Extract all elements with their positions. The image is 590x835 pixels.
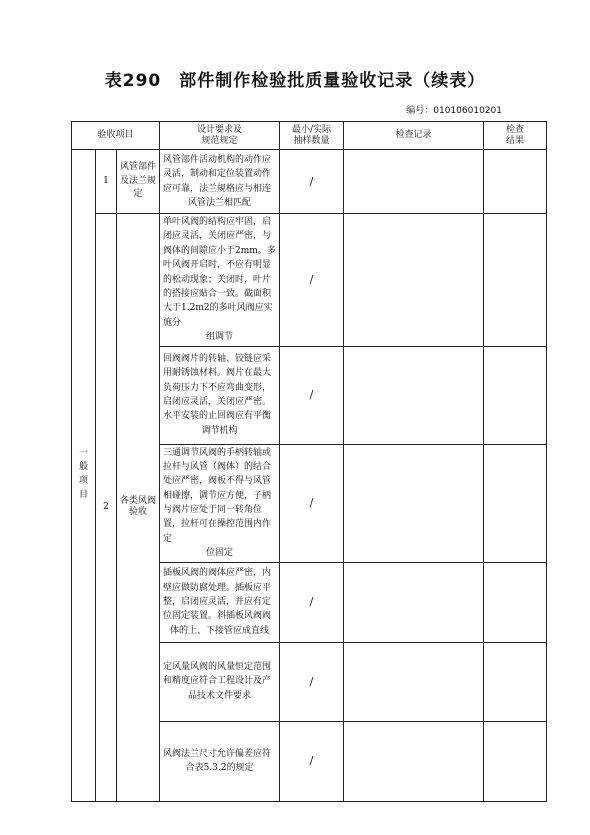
requirement-cell: 定风量风阀的风量恒定范围和精度应符合工程设计及产 品技术文件要求 [160, 642, 280, 721]
title-main: 部件制作检验批质量验收记录（续表） [179, 71, 486, 91]
header-record: 检查记录 [344, 122, 484, 150]
sample-count: / [280, 214, 344, 347]
sample-count: / [280, 150, 344, 214]
sample-count: / [280, 346, 344, 444]
record-cell [344, 346, 484, 444]
result-cell [484, 721, 547, 801]
record-number-label: 编号： [406, 106, 434, 116]
sample-count: / [280, 444, 344, 562]
item-name: 各类风阀验收 [117, 214, 160, 802]
requirement-cell: 风阀法兰尺寸允许偏差应符 合表5.3.2的规定 [160, 721, 280, 801]
header-result: 检查 结果 [484, 122, 547, 150]
result-cell [484, 346, 547, 444]
header-requirement: 设计要求及 规范规定 [160, 122, 280, 150]
result-cell [484, 562, 547, 642]
record-number-value: 010106010201 [433, 106, 502, 116]
page-title [0, 66, 590, 91]
result-cell [484, 150, 547, 214]
result-cell [484, 642, 547, 721]
sample-count: / [280, 642, 344, 721]
record-cell [344, 562, 484, 642]
result-cell [484, 214, 547, 347]
record-cell [344, 642, 484, 721]
row-number: 1 [96, 150, 117, 214]
category-general: 一 般 项 目 [72, 150, 96, 802]
record-number [406, 103, 502, 116]
result-cell [484, 444, 547, 562]
requirement-cell: 风管部件活动机构的动作应灵活，制动和定位装置动作应可靠，法兰规格应与相连 风管法兰相匹配 [160, 150, 280, 214]
requirement-cell: 单叶风阀的结构应牢固，启闭应灵活，关闭应严密，与阀体的间隙应小于2mm。多叶风阀开启时，不应有明显的松动现象；关闭时，叶片的搭接应贴合一致。截面积大于1.2m2的多叶风阀应实施分 组调节 [160, 214, 280, 347]
requirement-cell: 插板风阀的阀体应严密，内壁应做防腐处理。插板应平整，启闭应灵活，并应有定位固定装置。斜插板风阀阀 体的上、下接管应成直线 [160, 562, 280, 642]
record-cell [344, 214, 484, 347]
table-row [72, 150, 547, 214]
requirement-cell: 三通调节风阀的手柄转轴或拉杆与风管（阀体）的结合处应严密，阀板不得与风管相碰擦，调节应方便，子柄与阀片应处于同一转角位置，拉杆可在操控范围内作定 位固定 [160, 444, 280, 562]
sample-count: / [280, 562, 344, 642]
inspection-table [71, 121, 547, 802]
item-name: 风管部件及法兰规定 [117, 150, 160, 214]
table-row [72, 214, 547, 347]
title-prefix: 表290 [104, 71, 162, 91]
row-number: 2 [96, 214, 117, 802]
header-row [72, 122, 547, 150]
record-cell [344, 150, 484, 214]
sample-count: / [280, 721, 344, 801]
header-item: 验收项目 [72, 122, 160, 150]
record-cell [344, 444, 484, 562]
record-cell [344, 721, 484, 801]
header-sample: 最小/实际 抽样数量 [280, 122, 344, 150]
requirement-cell: 回阀阀片的转轴、铰链应采用耐锈蚀材料。阀片在最大负荷压力下不应弯曲变形，启闭应灵活，关闭应严密。水平安装的止回阀应有平衡 调节机构 [160, 346, 280, 444]
